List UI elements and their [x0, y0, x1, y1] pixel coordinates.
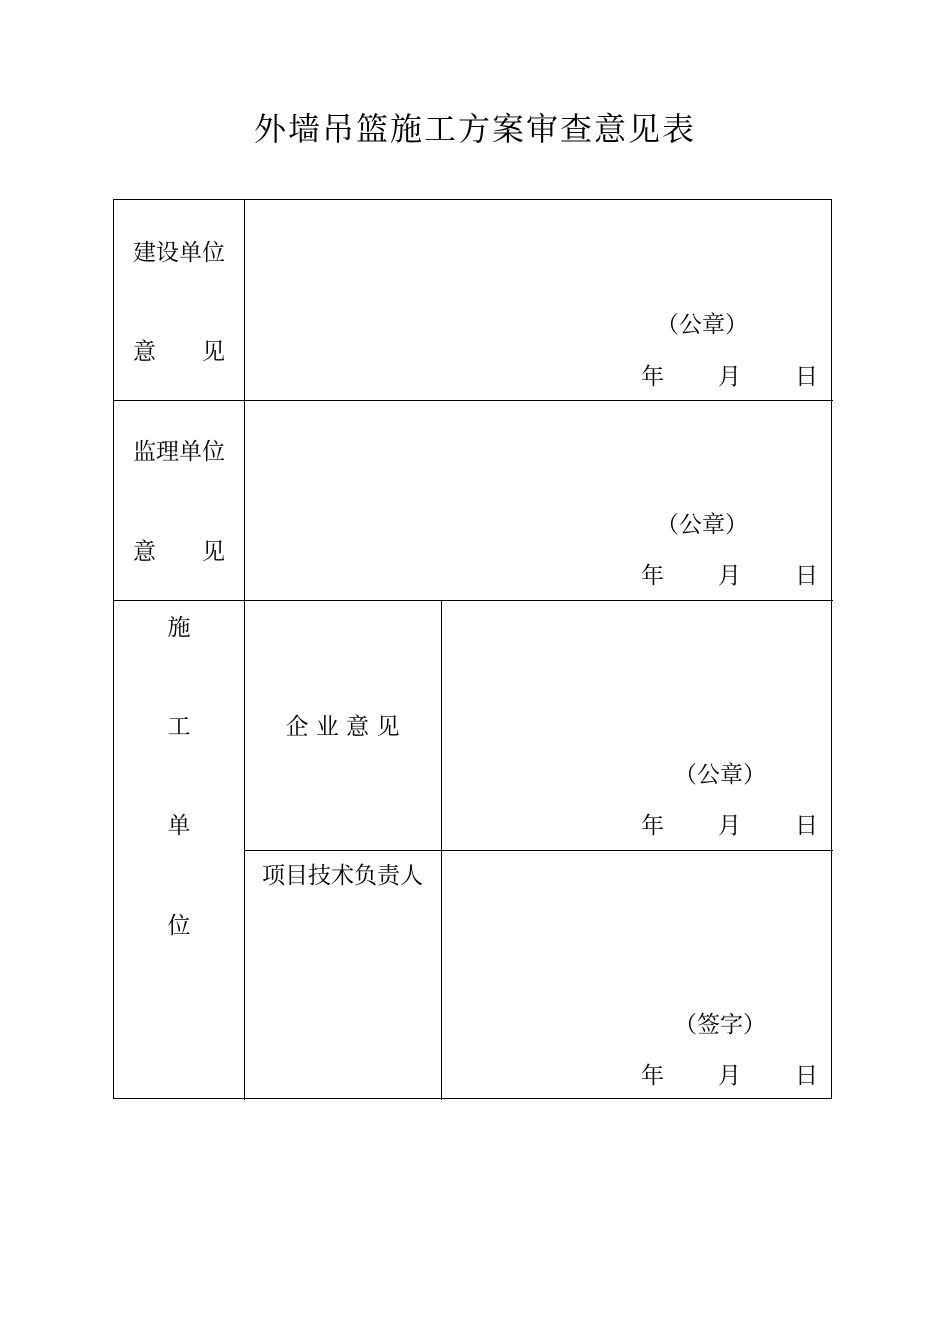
supervisor-label-line2: 意 见	[133, 539, 225, 565]
enterprise-opinion-label: 企 业 意 见	[285, 714, 400, 740]
owner-label-line1: 建设单位	[133, 240, 225, 266]
enterprise-date-day: 日	[795, 813, 818, 839]
tech-lead-sign: （签字）	[674, 1012, 766, 1038]
contractor-label-char-2: 工	[167, 714, 191, 740]
enterprise-seal: （公章）	[674, 762, 766, 788]
row-divider-2	[114, 600, 833, 601]
row-divider-3	[244, 850, 833, 851]
owner-seal: （公章）	[656, 312, 748, 338]
review-form-table	[113, 199, 832, 1099]
supervisor-date-day: 日	[795, 563, 818, 589]
row-divider-1	[114, 400, 833, 401]
supervisor-seal: （公章）	[656, 512, 748, 538]
supervisor-date-month: 月	[718, 563, 741, 589]
owner-date-day: 日	[795, 364, 818, 390]
owner-date-year: 年	[641, 364, 664, 390]
contractor-label-char-3: 单	[167, 813, 191, 839]
owner-date-month: 月	[718, 364, 741, 390]
page-title: 外墙吊篮施工方案审查意见表	[253, 110, 696, 148]
contractor-label-char-4: 位	[167, 913, 191, 939]
enterprise-date-year: 年	[641, 813, 664, 839]
supervisor-label-line1: 监理单位	[133, 439, 225, 465]
tech-lead-date-year: 年	[641, 1063, 664, 1089]
enterprise-date-month: 月	[718, 813, 741, 839]
col-divider-2	[441, 600, 442, 1100]
contractor-label-char-1: 施	[167, 615, 191, 641]
tech-lead-date-month: 月	[718, 1063, 741, 1089]
col-divider-1	[244, 200, 245, 1100]
tech-lead-date-day: 日	[795, 1063, 818, 1089]
supervisor-date-year: 年	[641, 563, 664, 589]
owner-label-line2: 意 见	[133, 339, 225, 365]
tech-lead-label: 项目技术负责人	[262, 863, 423, 889]
